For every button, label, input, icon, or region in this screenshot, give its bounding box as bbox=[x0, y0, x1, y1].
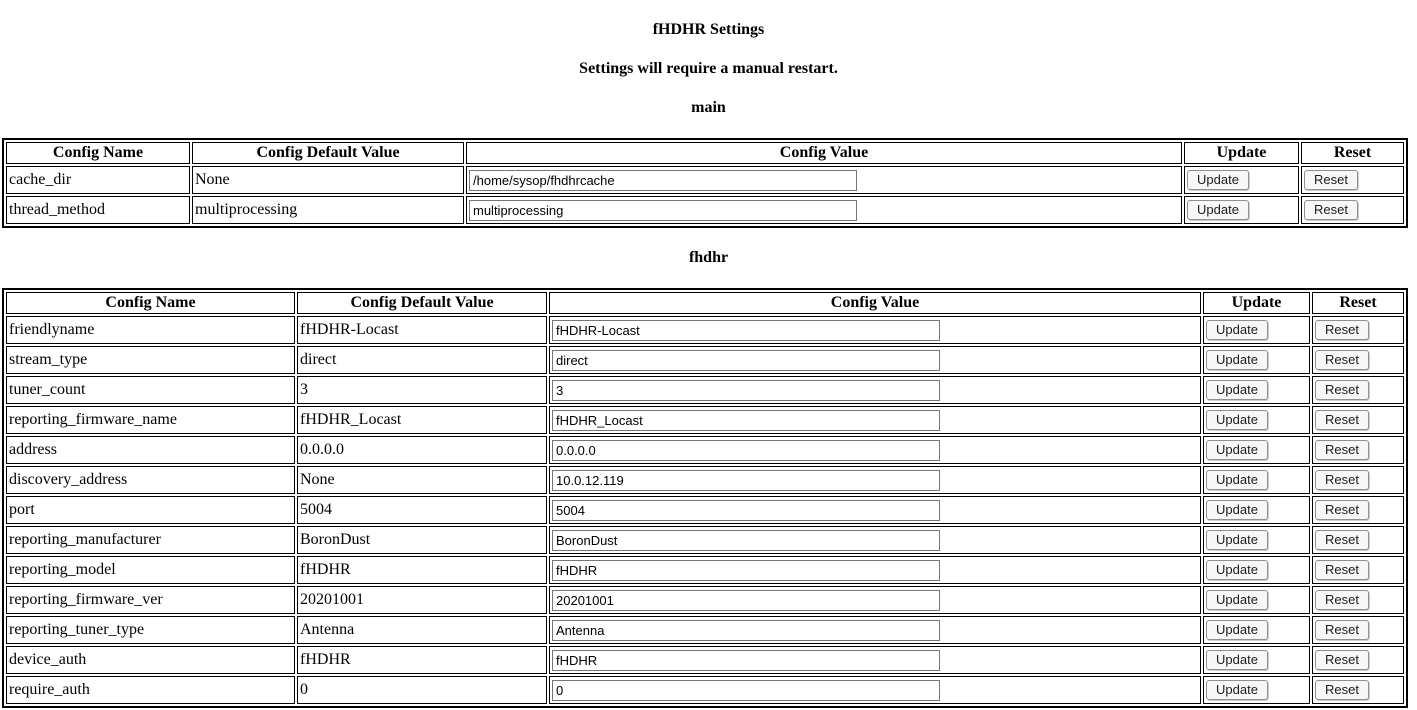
config-value-input[interactable] bbox=[552, 680, 940, 701]
config-value-cell bbox=[549, 556, 1201, 584]
reset-button[interactable]: Reset bbox=[1315, 620, 1369, 640]
update-cell bbox=[1203, 526, 1310, 554]
config-default-cell: None bbox=[192, 166, 464, 194]
update-cell bbox=[1203, 406, 1310, 434]
config-value-input[interactable] bbox=[552, 470, 940, 491]
config-name-cell: reporting_manufacturer bbox=[6, 526, 295, 554]
col-header-reset: Reset bbox=[1301, 142, 1404, 164]
col-header-config-name: Config Name bbox=[6, 142, 190, 164]
reset-button[interactable]: Reset bbox=[1315, 380, 1369, 400]
reset-button[interactable]: Reset bbox=[1315, 470, 1369, 490]
config-default-cell: fHDHR bbox=[297, 646, 547, 674]
reset-cell bbox=[1312, 646, 1404, 674]
config-default-cell: fHDHR bbox=[297, 556, 547, 584]
update-cell bbox=[1203, 646, 1310, 674]
config-row bbox=[6, 406, 1404, 434]
config-value-cell bbox=[549, 646, 1201, 674]
config-row bbox=[6, 616, 1404, 644]
config-value-cell bbox=[549, 496, 1201, 524]
config-default-cell: 3 bbox=[297, 376, 547, 404]
config-table-main bbox=[2, 138, 1408, 228]
reset-button[interactable]: Reset bbox=[1304, 200, 1358, 220]
config-name-cell: friendlyname bbox=[6, 316, 295, 344]
config-value-input[interactable] bbox=[552, 350, 940, 371]
config-value-cell bbox=[466, 166, 1182, 194]
update-cell bbox=[1203, 496, 1310, 524]
update-button[interactable]: Update bbox=[1206, 590, 1268, 610]
reset-cell bbox=[1312, 616, 1404, 644]
reset-button[interactable]: Reset bbox=[1315, 500, 1369, 520]
reset-button[interactable]: Reset bbox=[1315, 410, 1369, 430]
update-button[interactable]: Update bbox=[1206, 560, 1268, 580]
config-value-input[interactable] bbox=[552, 650, 940, 671]
reset-button[interactable]: Reset bbox=[1315, 320, 1369, 340]
reset-cell bbox=[1312, 436, 1404, 464]
reset-cell bbox=[1312, 316, 1404, 344]
col-header-update: Update bbox=[1184, 142, 1299, 164]
update-cell bbox=[1203, 586, 1310, 614]
config-default-cell: fHDHR_Locast bbox=[297, 406, 547, 434]
col-header-default-value: Config Default Value bbox=[192, 142, 464, 164]
reset-button[interactable]: Reset bbox=[1304, 170, 1358, 190]
header-row bbox=[6, 292, 1404, 314]
config-row bbox=[6, 676, 1404, 704]
config-name-cell: reporting_firmware_name bbox=[6, 406, 295, 434]
update-button[interactable]: Update bbox=[1206, 350, 1268, 370]
config-name-cell: port bbox=[6, 496, 295, 524]
config-default-cell: 20201001 bbox=[297, 586, 547, 614]
config-name-cell: address bbox=[6, 436, 295, 464]
reset-button[interactable]: Reset bbox=[1315, 350, 1369, 370]
update-cell bbox=[1203, 346, 1310, 374]
config-value-input[interactable] bbox=[552, 410, 940, 431]
section-title-main: main bbox=[691, 99, 726, 116]
config-value-cell bbox=[549, 436, 1201, 464]
update-button[interactable]: Update bbox=[1187, 200, 1249, 220]
config-value-cell bbox=[549, 406, 1201, 434]
config-default-cell: 5004 bbox=[297, 496, 547, 524]
config-name-cell: require_auth bbox=[6, 676, 295, 704]
config-row bbox=[6, 646, 1404, 674]
update-button[interactable]: Update bbox=[1206, 620, 1268, 640]
reset-cell bbox=[1312, 496, 1404, 524]
config-value-input[interactable] bbox=[469, 200, 857, 221]
config-default-cell: 0.0.0.0 bbox=[297, 436, 547, 464]
config-value-input[interactable] bbox=[552, 530, 940, 551]
config-default-cell: fHDHR-Locast bbox=[297, 316, 547, 344]
config-value-cell bbox=[549, 316, 1201, 344]
reset-cell bbox=[1301, 196, 1404, 224]
update-cell bbox=[1203, 376, 1310, 404]
update-button[interactable]: Update bbox=[1206, 440, 1268, 460]
update-cell bbox=[1184, 166, 1299, 194]
config-default-cell: BoronDust bbox=[297, 526, 547, 554]
config-name-cell: tuner_count bbox=[6, 376, 295, 404]
reset-cell bbox=[1312, 466, 1404, 494]
reset-button[interactable]: Reset bbox=[1315, 530, 1369, 550]
config-default-cell: multiprocessing bbox=[192, 196, 464, 224]
update-cell bbox=[1203, 436, 1310, 464]
reset-cell bbox=[1312, 676, 1404, 704]
config-name-cell: device_auth bbox=[6, 646, 295, 674]
reset-cell bbox=[1312, 526, 1404, 554]
config-row bbox=[6, 166, 1404, 194]
col-header-default-value: Config Default Value bbox=[297, 292, 547, 314]
config-row bbox=[6, 526, 1404, 554]
config-value-cell bbox=[549, 586, 1201, 614]
config-default-cell: 0 bbox=[297, 676, 547, 704]
section-fhdhr bbox=[2, 249, 1415, 708]
config-value-cell bbox=[549, 376, 1201, 404]
config-value-input[interactable] bbox=[552, 380, 940, 401]
config-value-cell bbox=[549, 676, 1201, 704]
config-value-input[interactable] bbox=[552, 620, 940, 641]
config-default-cell: direct bbox=[297, 346, 547, 374]
update-button[interactable]: Update bbox=[1206, 320, 1268, 340]
header-row bbox=[6, 142, 1404, 164]
section-title-fhdhr: fhdhr bbox=[688, 249, 729, 266]
reset-button[interactable]: Reset bbox=[1315, 560, 1369, 580]
page-title: fHDHR Settings bbox=[652, 21, 765, 38]
update-cell bbox=[1203, 316, 1310, 344]
reset-cell bbox=[1312, 346, 1404, 374]
config-value-input[interactable] bbox=[552, 560, 940, 581]
update-button[interactable]: Update bbox=[1206, 530, 1268, 550]
reset-cell bbox=[1312, 376, 1404, 404]
update-button[interactable]: Update bbox=[1206, 470, 1268, 490]
config-name-cell: reporting_firmware_ver bbox=[6, 586, 295, 614]
update-button[interactable]: Update bbox=[1206, 410, 1268, 430]
config-name-cell: thread_method bbox=[6, 196, 190, 224]
reset-cell bbox=[1312, 556, 1404, 584]
config-row bbox=[6, 196, 1404, 224]
reset-button[interactable]: Reset bbox=[1315, 440, 1369, 460]
config-name-cell: cache_dir bbox=[6, 166, 190, 194]
config-row bbox=[6, 346, 1404, 374]
config-name-cell: reporting_model bbox=[6, 556, 295, 584]
col-header-reset: Reset bbox=[1312, 292, 1404, 314]
config-value-cell bbox=[549, 526, 1201, 554]
config-value-input[interactable] bbox=[552, 590, 940, 611]
reset-button[interactable]: Reset bbox=[1315, 680, 1369, 700]
reset-cell bbox=[1312, 406, 1404, 434]
config-default-cell: None bbox=[297, 466, 547, 494]
config-table-fhdhr bbox=[2, 288, 1408, 708]
config-name-cell: discovery_address bbox=[6, 466, 295, 494]
config-value-cell bbox=[549, 466, 1201, 494]
col-header-config-value: Config Value bbox=[466, 142, 1182, 164]
update-button[interactable]: Update bbox=[1206, 500, 1268, 520]
update-cell bbox=[1203, 676, 1310, 704]
update-button[interactable]: Update bbox=[1206, 650, 1268, 670]
reset-cell bbox=[1312, 586, 1404, 614]
config-name-cell: reporting_tuner_type bbox=[6, 616, 295, 644]
config-row bbox=[6, 556, 1404, 584]
config-row bbox=[6, 496, 1404, 524]
config-value-input[interactable] bbox=[552, 320, 940, 341]
config-row bbox=[6, 586, 1404, 614]
config-value-input[interactable] bbox=[552, 440, 940, 461]
config-row bbox=[6, 376, 1404, 404]
config-row bbox=[6, 436, 1404, 464]
col-header-config-value: Config Value bbox=[549, 292, 1201, 314]
page-subtitle: Settings will require a manual restart. bbox=[579, 60, 838, 77]
update-cell bbox=[1203, 556, 1310, 584]
section-main bbox=[2, 99, 1415, 228]
reset-button[interactable]: Reset bbox=[1315, 650, 1369, 670]
config-default-cell: Antenna bbox=[297, 616, 547, 644]
config-value-cell bbox=[549, 616, 1201, 644]
config-row bbox=[6, 316, 1404, 344]
update-button[interactable]: Update bbox=[1187, 170, 1249, 190]
config-value-cell bbox=[466, 196, 1182, 224]
update-cell bbox=[1203, 466, 1310, 494]
config-row bbox=[6, 466, 1404, 494]
config-name-cell: stream_type bbox=[6, 346, 295, 374]
update-cell bbox=[1184, 196, 1299, 224]
update-button[interactable]: Update bbox=[1206, 380, 1268, 400]
reset-button[interactable]: Reset bbox=[1315, 590, 1369, 610]
config-value-cell bbox=[549, 346, 1201, 374]
update-button[interactable]: Update bbox=[1206, 680, 1268, 700]
col-header-update: Update bbox=[1203, 292, 1310, 314]
config-value-input[interactable] bbox=[469, 170, 857, 191]
reset-cell bbox=[1301, 166, 1404, 194]
update-cell bbox=[1203, 616, 1310, 644]
config-value-input[interactable] bbox=[552, 500, 940, 521]
col-header-config-name: Config Name bbox=[6, 292, 295, 314]
